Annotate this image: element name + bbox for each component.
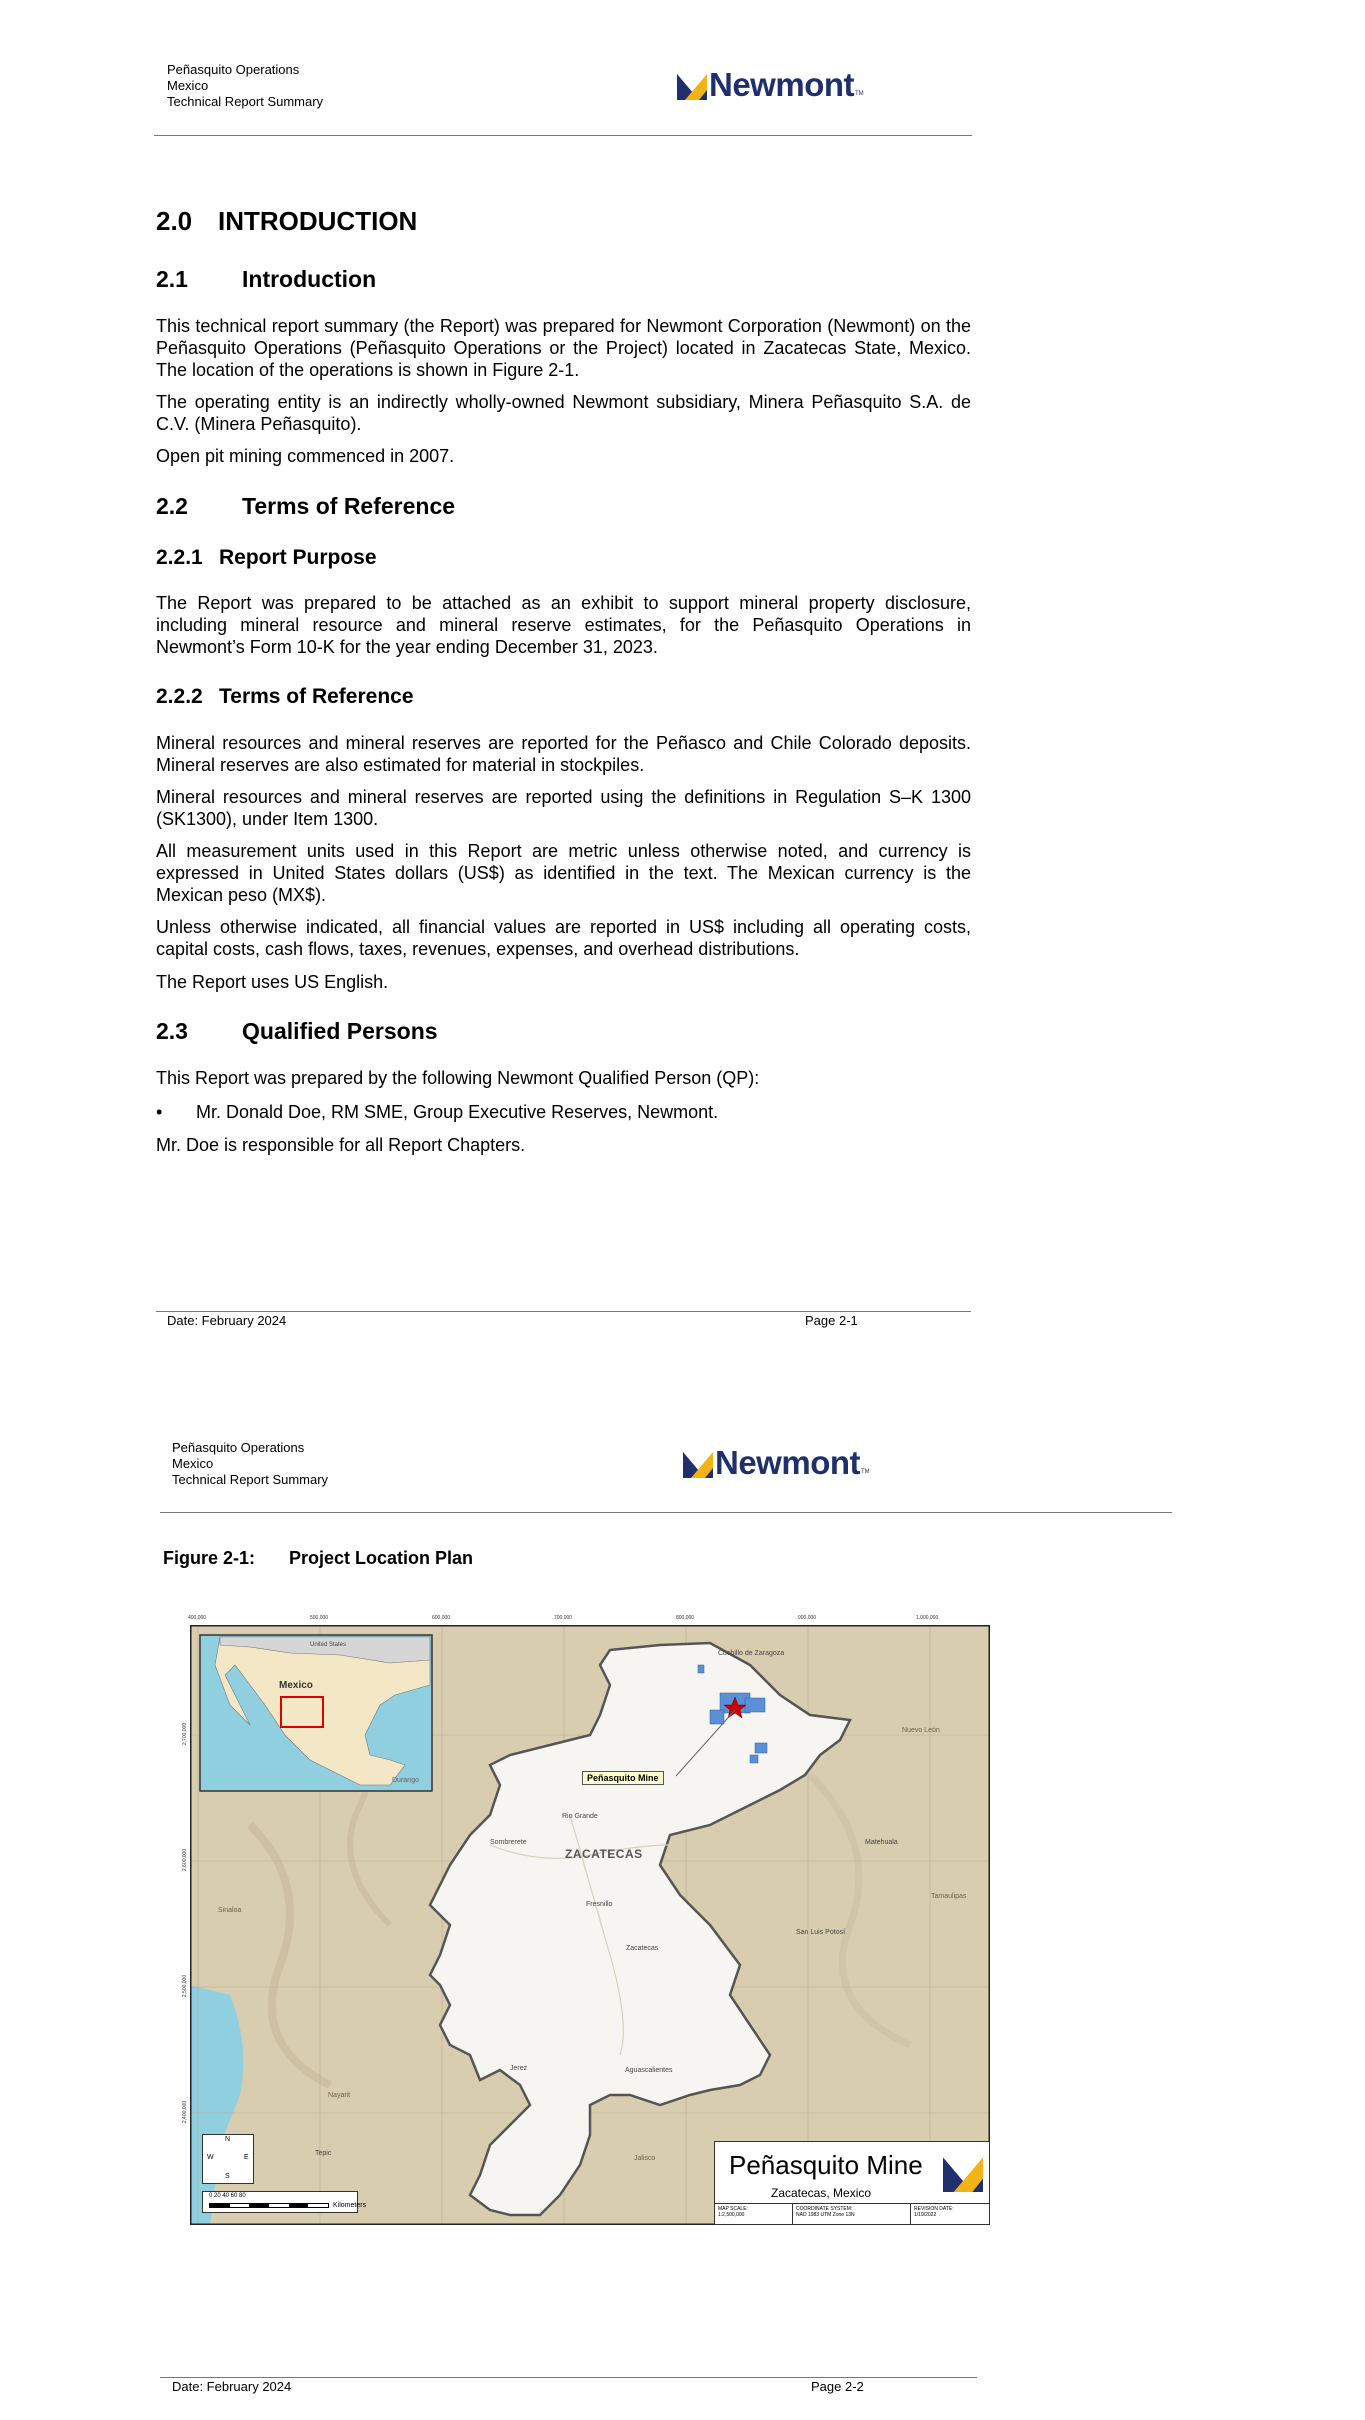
map-subtitle: Zacatecas, Mexico (771, 2186, 872, 2200)
newmont-logo-icon (677, 70, 707, 100)
city-label: Sombrerete (490, 1839, 527, 1846)
page-2-2 (0, 1365, 1365, 2420)
north-arrow-box (202, 2134, 254, 2184)
header-project: Peñasquito Operations (167, 62, 300, 77)
newmont-logo-tm: TM (855, 91, 864, 97)
list-item-text: Mr. Donald Doe, RM SME, Group Executive Reserves, Newmont. (196, 1102, 719, 1122)
map-canvas (190, 1625, 990, 2225)
header-rule (154, 135, 972, 136)
header-doc-type: Technical Report Summary (172, 1472, 329, 1487)
footer-date: Date: February 2024 (167, 1313, 287, 1328)
coordinate-tick: 1,000,000 (916, 1615, 939, 1621)
coordinate-tick: 900,000 (798, 1615, 817, 1621)
newmont-logo-icon (943, 2152, 983, 2192)
figure-number: Figure 2-1: (163, 1548, 256, 1568)
cell-value: 1/19/2022 (914, 2212, 937, 2218)
heading-title: Terms of Reference (219, 685, 414, 708)
inset-country-label: Mexico (279, 1680, 313, 1691)
state-label: ZACATECAS (565, 1847, 643, 1861)
heading-title: Terms of Reference (242, 493, 456, 519)
coordinate-system-cell (793, 2204, 911, 2224)
footer-rule (160, 2377, 977, 2378)
cell-value: NAD 1983 UTM Zone 13N (796, 2212, 855, 2218)
map-title-block (714, 2141, 990, 2225)
compass-west: W (207, 2154, 214, 2161)
city-label: Tepic (315, 2150, 332, 2157)
paragraph: This Report was prepared by the following Newmont Qualified Person (QP): (156, 1068, 760, 1088)
heading-title: Qualified Persons (242, 1018, 438, 1044)
coordinate-tick: 2,400,000 (182, 2100, 189, 2124)
header-country: Mexico (172, 1456, 214, 1471)
heading-2-2-1 (156, 546, 377, 570)
compass-east: E (244, 2154, 249, 2161)
heading-number: 2.2.2 (156, 685, 203, 708)
paragraph: Unless otherwise indicated, all financial values are reported in US$ including all operating costs, capital costs, cash flows, taxes, revenues, expenses, and overhead distributions. (156, 917, 971, 959)
footer-page-number: Page 2-1 (805, 1313, 858, 1328)
coordinate-tick: 2,700,000 (182, 1722, 189, 1746)
header-text (167, 62, 323, 110)
region-label: Tamaulipas (931, 1893, 967, 1900)
heading-2-1 (156, 266, 376, 293)
header-country: Mexico (167, 78, 209, 93)
city-label: Matehuala (865, 1839, 898, 1846)
heading-number: 2.2 (156, 493, 188, 519)
heading-title: Introduction (242, 266, 377, 292)
scale-bar-box (202, 2191, 367, 2213)
scale-unit: Kilometers (333, 2202, 367, 2209)
coordinate-tick: 500,000 (310, 1615, 329, 1621)
region-label: Durango (392, 1777, 419, 1784)
coordinate-tick: 700,000 (554, 1615, 573, 1621)
cell-label: REVISION DATE: (914, 2206, 954, 2212)
coordinate-tick: 800,000 (676, 1615, 695, 1621)
paragraph: All measurement units used in this Report are metric unless otherwise noted, and currency is expressed in United States dollars (US$) as identified in the text. The Mexican currency is the Mexican peso (MX$). (156, 841, 971, 905)
header-project: Peñasquito Operations (172, 1440, 305, 1455)
section-heading (156, 206, 417, 237)
newmont-logo-word: Newmont (715, 1444, 860, 1481)
project-location-map (182, 1615, 990, 2225)
paragraph: Mineral resources and mineral reserves are reported for the Peñasco and Chile Colorado deposits. Mineral reserves are also estimated for material in stockpiles. (156, 733, 971, 775)
cell-label: COORDINATE SYSTEM: (796, 2206, 853, 2212)
figure-title: Project Location Plan (289, 1548, 474, 1568)
newmont-logo-icon (683, 1448, 713, 1478)
paragraph: The Report was prepared to be attached as an exhibit to support mineral property disclosure, including mineral resource and mineral reserve estimates, for the Peñasquito Operations in Newmont’s Form 10-K for the year ending December 31, 2023. (156, 593, 971, 657)
map-scale-cell (715, 2204, 793, 2224)
heading-number: 2.2.1 (156, 546, 203, 569)
city-label: Rio Grande (562, 1813, 598, 1820)
coordinate-tick: 600,000 (432, 1615, 451, 1621)
region-label: Sinaloa (218, 1907, 242, 1914)
paragraph: This technical report summary (the Report) was prepared for Newmont Corporation (Newmont) on the Peñasquito Operations (Peñasquito Operations or the Project) located in Zacatecas State, Mexico. The location of the operations is shown in Figure 2-1. (156, 316, 971, 380)
paragraph: The operating entity is an indirectly wholly-owned Newmont subsidiary, Minera Peñasquito S.A. de C.V. (Minera Peñasquito). (156, 392, 971, 434)
newmont-logo-tm: TM (861, 1469, 870, 1475)
cell-label: MAP SCALE: (718, 2206, 748, 2212)
header-rule (160, 1512, 1172, 1513)
header-doc-type: Technical Report Summary (167, 94, 324, 109)
heading-2-2-2 (156, 685, 414, 709)
city-label: Cuchillo de Zaragoza (718, 1650, 785, 1657)
city-label: Jerez (510, 2065, 528, 2072)
newmont-logo (677, 68, 864, 102)
city-label: Fresnillo (586, 1901, 613, 1908)
paragraph: Open pit mining commenced in 2007. (156, 446, 455, 466)
footer-page-number: Page 2-2 (811, 2379, 864, 2394)
newmont-logo-word: Newmont (709, 66, 854, 103)
coordinate-tick: 2,500,000 (182, 1974, 189, 1998)
bullet-marker: • (156, 1102, 163, 1122)
region-label: Jalisco (634, 2155, 656, 2162)
heading-2-3 (156, 1018, 438, 1045)
inset-us-label: United States (310, 1642, 347, 1648)
footer-date: Date: February 2024 (172, 2379, 292, 2394)
heading-number: 2.3 (156, 1018, 188, 1044)
coordinate-tick: 2,600,000 (182, 1848, 189, 1872)
paragraph: The Report uses US English. (156, 972, 389, 992)
paragraph: Mr. Doe is responsible for all Report Chapters. (156, 1135, 526, 1155)
newmont-logo (683, 1446, 870, 1480)
city-label: Zacatecas (626, 1945, 659, 1952)
heading-title: Report Purpose (219, 546, 377, 569)
heading-number: 2.1 (156, 266, 188, 292)
compass-south: S (225, 2173, 230, 2180)
section-number: 2.0 (156, 206, 193, 236)
scale-numbers: 0 20 40 60 80 (209, 2193, 246, 2199)
scale-bar (209, 2203, 329, 2208)
region-label: Nayarit (328, 2092, 351, 2099)
map-title: Peñasquito Mine (729, 2150, 923, 2180)
city-label: Aguascalientes (625, 2067, 673, 2074)
coordinate-tick: 400,000 (188, 1615, 207, 1621)
heading-2-2 (156, 493, 455, 520)
figure-caption (163, 1548, 473, 1569)
revision-date-cell (911, 2204, 989, 2224)
list-item (156, 1101, 971, 1123)
compass-north: N (225, 2136, 231, 2143)
region-label: Nuevo León (902, 1727, 940, 1734)
mine-callout: Peñasquito Mine (582, 1771, 664, 1785)
footer-rule (156, 1311, 971, 1312)
section-title: INTRODUCTION (218, 206, 418, 236)
map-metadata-row (715, 2203, 989, 2224)
cell-value: 1:2,500,000 (718, 2212, 745, 2218)
paragraph: Mineral resources and mineral reserves are reported using the definitions in Regulation S–K 1300 (SK1300), under Item 1300. (156, 787, 971, 829)
header-text (172, 1440, 328, 1488)
city-label: San Luis Potosí (796, 1929, 846, 1936)
